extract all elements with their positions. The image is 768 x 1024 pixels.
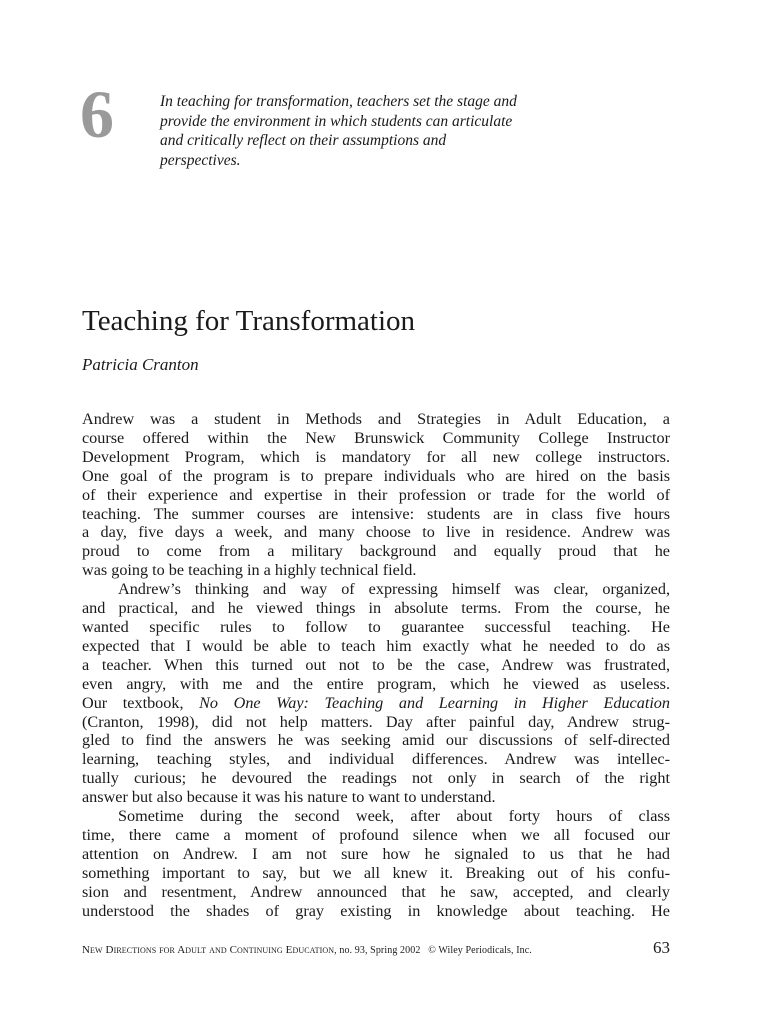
body-line: Andrew was a student in Methods and Strategies in Adult Education, a [82, 410, 670, 428]
body-line-with-book-title [82, 694, 670, 713]
body-line: something important to say, but we all knew it. Breaking out of his confu- [82, 863, 670, 882]
author-name: Patricia Cranton [82, 355, 199, 374]
body-line: expected that I would be able to teach him exactly what he needed to do as [82, 636, 670, 655]
epigraph-line: In teaching for transformation, teachers set the stage and [160, 93, 517, 110]
epigraph-line: and critically reflect on their assumptions and [160, 132, 447, 149]
body-line: Andrew’s thinking and way of expressing himself was clear, organized, [118, 580, 670, 599]
body-line: course offered within the New Brunswick Community College Instructor [82, 428, 670, 447]
epigraph-line: perspectives. [160, 151, 241, 169]
page-footer [82, 938, 670, 962]
body-line-lead: Our textbook, [82, 693, 184, 712]
journal-name: New Directions for Adult and Continuing Education [82, 944, 335, 956]
page-number: 63 [653, 938, 670, 957]
copyright-notice: © Wiley Periodicals, Inc. [428, 945, 532, 956]
body-line: answer but also because it was his nature to want to understand. [82, 788, 496, 807]
body-line: even angry, with me and the entire program, which he viewed as useless. [82, 674, 670, 693]
body-line: Development Program, which is mandatory for all new college instructors. [82, 447, 670, 466]
body-line: time, there came a moment of profound silence when we all focused our [82, 825, 670, 844]
book-title: No One Way: Teaching and Learning in Higher Education [199, 693, 670, 712]
body-line: a day, five days a week, and many choose to live in residence. Andrew was [82, 523, 670, 542]
body-line: was going to be teaching in a highly technical field. [82, 561, 417, 580]
body-line: sion and resentment, Andrew announced that he saw, accepted, and clearly [82, 882, 670, 901]
epigraph-line: provide the environment in which students can articulate [160, 112, 513, 130]
body-line: tually curious; he devoured the readings not only in search of the right [82, 769, 670, 788]
body-line: Sometime during the second week, after about forty hours of class [118, 807, 670, 826]
body-line: proud to come from a military background and equally proud that he [82, 542, 670, 561]
chapter-number: 6 [80, 76, 114, 152]
body-line: attention on Andrew. I am not sure how he signaled to us that he had [82, 844, 670, 863]
body-line: learning, teaching styles, and individual differences. Andrew was intellec- [82, 750, 670, 769]
body-line: One goal of the program is to prepare individuals who are hired on the basis [82, 466, 670, 485]
body-line: a teacher. When this turned out not to be the case, Andrew was frustrated, [82, 655, 670, 674]
body-line: wanted specific rules to follow to guarantee successful teaching. He [82, 617, 670, 636]
body-line: and practical, and he viewed things in absolute terms. From the course, he [82, 599, 670, 618]
chapter-epigraph [160, 92, 600, 170]
journal-issue: , no. 93, Spring 2002 [334, 945, 421, 956]
journal-citation [82, 944, 532, 956]
body-line: teaching. The summer courses are intensive: students are in class five hours [82, 504, 670, 523]
article-body [82, 410, 670, 920]
body-line: (Cranton, 1998), did not help matters. Day after painful day, Andrew strug- [82, 712, 670, 731]
body-line: gled to find the answers he was seeking amid our discussions of self-directed [82, 731, 670, 750]
body-line: understood the shades of gray existing in knowledge about teaching. He [82, 901, 670, 920]
article-title: Teaching for Transformation [82, 305, 416, 337]
body-line: of their experience and expertise in their profession or trade for the world of [82, 485, 670, 504]
